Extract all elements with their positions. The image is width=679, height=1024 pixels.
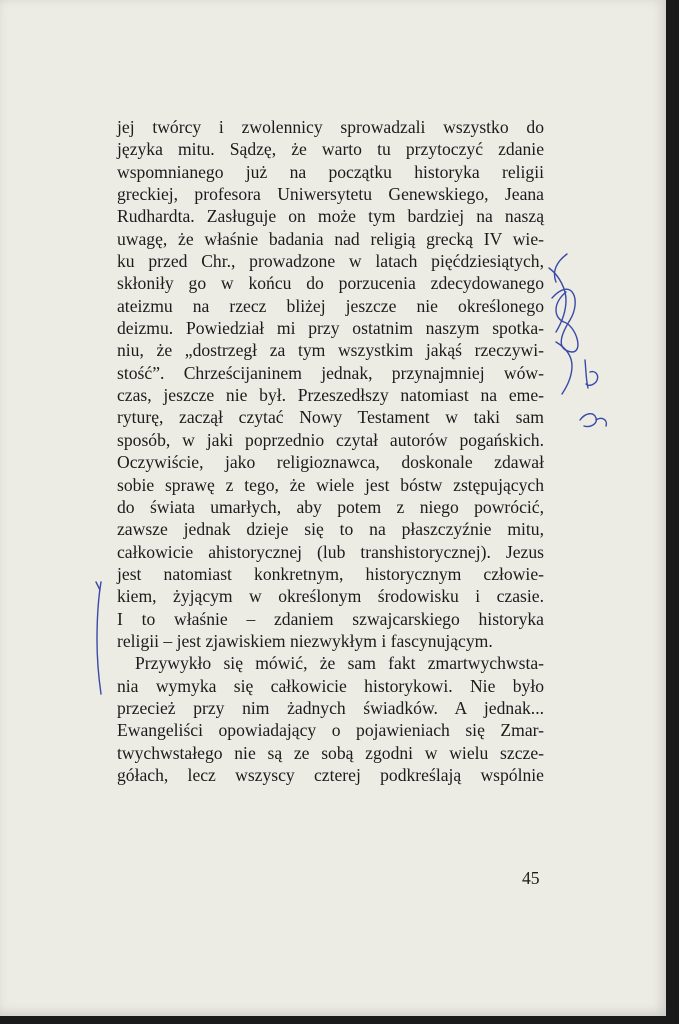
text-line: deizmu. Powiedział mi przy ostatnim naszym spotka- (117, 318, 544, 339)
text-line: I to właśnie – zdaniem szwajcarskiego historyka (117, 608, 544, 629)
text-line: ryturę, zaczął czytać Nowy Testament w taki sam (117, 407, 544, 428)
text-line: jest natomiast konkretnym, historycznym człowie- (117, 563, 544, 584)
text-line: Ewangeliści opowiadający o pojawieniach się Zmar- (117, 720, 544, 741)
body-text (117, 116, 544, 786)
text-line: języka mitu. Sądzę, że warto tu przytoczyć zdanie (117, 139, 544, 160)
text-line: czas, jeszcze nie był. Przeszedłszy natomiast na eme- (117, 385, 544, 406)
text-line: sposób, w jaki poprzednio czytał autorów pogańskich. (117, 429, 544, 450)
text-line: religii – jest zjawiskiem niezwykłym i fascynującym. (117, 630, 493, 651)
text-line: greckiej, profesora Uniwersytetu Genewskiego, Jeana (117, 184, 544, 205)
text-line: sobie sprawę z tego, że wiele jest bóstw zstępujących (117, 474, 544, 495)
text-line: wspomnianego już na początku historyka religii (117, 161, 544, 182)
text-line: nia wymyka się całkowicie historykowi. Nie było (117, 675, 544, 696)
text-line: ateizmu na rzecz bliżej jeszcze nie określonego (117, 295, 544, 316)
text-line: przecież przy nim żadnych świadków. A jednak... (117, 697, 544, 718)
text-line: stość”. Chrześcijaninem jednak, przynajmniej wów- (117, 362, 544, 383)
text-line: ku przed Chr., prowadzone w latach pięćdziesiątych, (117, 251, 544, 272)
text-line: skłoniły go w końcu do porzucenia zdecydowanego (117, 273, 544, 294)
text-line: całkowicie ahistorycznej (lub transhistorycznej). Jezus (117, 541, 544, 562)
text-line: do świata umarłych, aby potem z niego powrócić, (117, 496, 544, 517)
text-line: Rudhardta. Zasługuje on może tym bardziej na naszą (117, 206, 544, 227)
text-line: jej twórcy i zwolennicy sprowadzali wszystko do (117, 117, 544, 137)
text-line: gółach, lecz wszyscy czterej podkreślają wspólnie (117, 764, 544, 785)
text-line: twychwstałego nie są ze sobą zgodni w wielu szcze- (117, 742, 544, 763)
page-number: 45 (522, 868, 540, 888)
text-line: zawsze jednak dzieje się to na płaszczyźnie mitu, (117, 519, 544, 540)
text-line: uwagę, że właśnie badania nad religią grecką IV wie- (117, 228, 544, 249)
text-line: niu, że „dostrzegł za tym wszystkim jakąś rzeczywi- (117, 340, 544, 361)
text-line: kiem, żyjącym w określonym środowisku i czasie. (117, 586, 544, 607)
text-line: Oczywiście, jako religioznawca, doskonale zdawał (117, 452, 544, 473)
text-line: Przywykło się mówić, że sam fakt zmartwychwsta- (135, 653, 544, 674)
